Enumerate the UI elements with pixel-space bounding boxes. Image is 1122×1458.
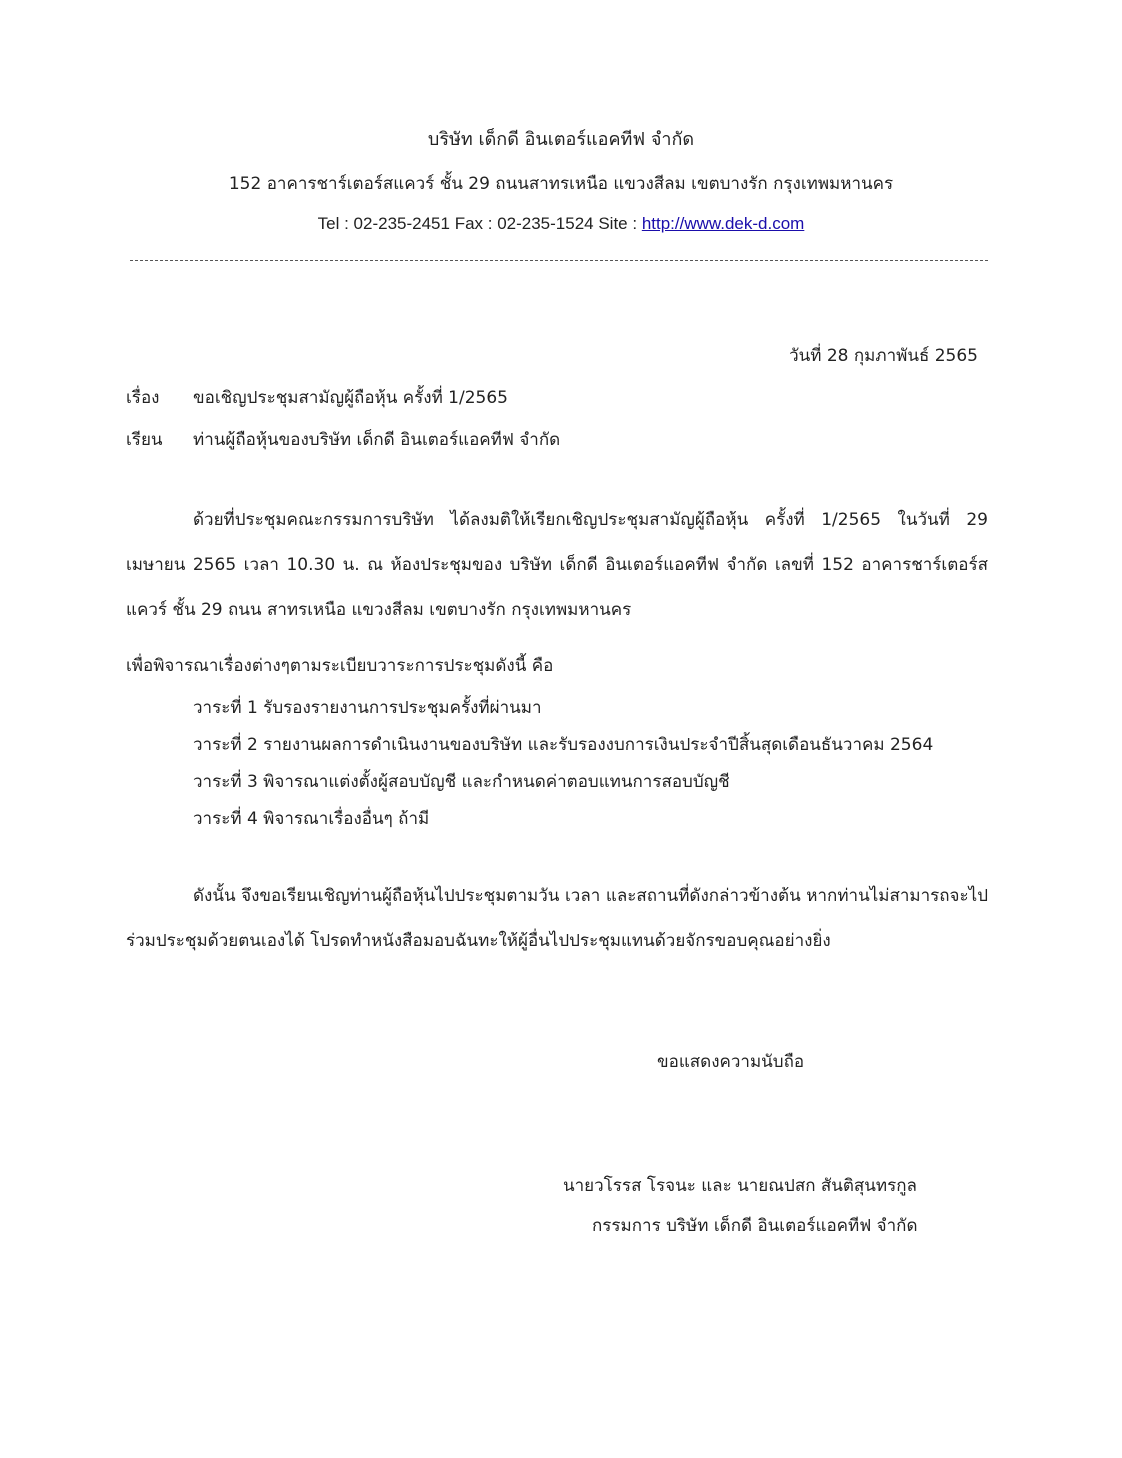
- agenda-intro: เพื่อพิจารณาเรื่องต่างๆตามระเบียบวาระการประชุมดังนี้ คือ: [126, 656, 554, 676]
- contact-line: [0, 214, 1122, 234]
- letter-date: วันที่ 28 กุมภาพันธ์ 2565: [789, 346, 978, 366]
- agenda-list: [193, 690, 933, 838]
- body-paragraph-request: ดังนั้น จึงขอเรียนเชิญท่านผู้ถือหุ้นไปประชุมตามวัน เวลา และสถานที่ดังกล่าวข้างต้น หากท่านไม่สามารถจะไป ร่วมประชุมด้วยตนเองได้ โปรดทำหนังสือมอบฉันทะให้ผู้อื่นไปประชุมแทนด้วยจักรขอบคุณอย่างยิ่ง: [126, 886, 988, 951]
- company-name: บริษัท เด็กดี อินเตอร์แอคทีฟ จำกัด: [427, 129, 695, 150]
- agenda-item: วาระที่ 4 พิจารณาเรื่องอื่นๆ ถ้ามี: [193, 809, 430, 829]
- body-paragraph-invitation: ด้วยที่ประชุมคณะกรรมการบริษัท ได้ลงมติให้เรียกเชิญประชุมสามัญผู้ถือหุ้น ครั้งที่ 1/2565 ในวันที่ 29 เมษายน 2565 เวลา 10.30 น. ณ ห้องประชุมของ บริษัท เด็กดี อินเตอร์แอคทีฟ จำกัด เลขที่ 152 อาคารชาร์เตอร์สแควร์ ชั้น 29 ถนน สาทรเหนือ แขวงสีลม เขตบางรัก กรุงเทพมหานคร: [126, 510, 988, 620]
- signer-names: นายวโรรส โรจนะ และ นายณปสก สันติสุนทรกูล: [563, 1176, 917, 1196]
- agenda-item: วาระที่ 2 รายงานผลการดำเนินงานของบริษัท และรับรองงบการเงินประจำปีสิ้นสุดเดือนธันวาคม 2564: [193, 735, 934, 755]
- header-divider: [130, 260, 988, 261]
- subject-text: ขอเชิญประชุมสามัญผู้ถือหุ้น ครั้งที่ 1/2565: [193, 388, 508, 408]
- subject-label: เรื่อง: [126, 388, 160, 408]
- agenda-item: วาระที่ 1 รับรองรายงานการประชุมครั้งที่ผ่านมา: [193, 698, 542, 718]
- company-address: 152 อาคารชาร์เตอร์สแควร์ ชั้น 29 ถนนสาทรเหนือ แขวงสีลม เขตบางรัก กรุงเทพมหานคร: [228, 174, 894, 194]
- salutation-text: ท่านผู้ถือหุ้นของบริษัท เด็กดี อินเตอร์แอคทีฟ จำกัด: [193, 430, 561, 450]
- website-link[interactable]: http://www.dek-d.com: [641, 214, 805, 233]
- agenda-item: วาระที่ 3 พิจารณาแต่งตั้งผู้สอบบัญชี และกำหนดค่าตอบแทนการสอบบัญชี: [193, 772, 730, 792]
- salutation-label: เรียน: [126, 430, 163, 450]
- contact-phone-fax: Tel : 02-235-2451 Fax : 02-235-1524 Site :: [317, 214, 642, 233]
- closing-phrase: ขอแสดงความนับถือ: [657, 1052, 805, 1072]
- signer-title: กรรมการ บริษัท เด็กดี อินเตอร์แอคทีฟ จำกัด: [592, 1216, 918, 1236]
